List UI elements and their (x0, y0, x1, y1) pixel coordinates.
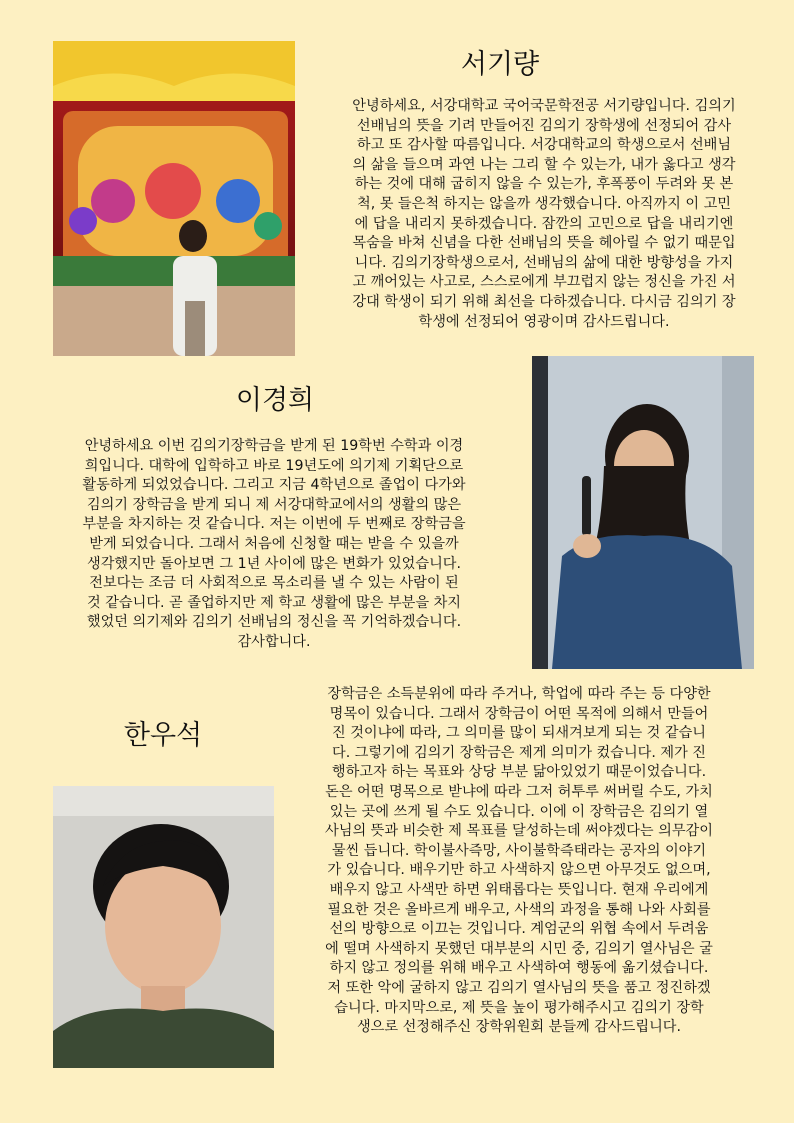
text-line: 했었던 의기제와 김의기 선배님의 정신을 꼭 기억하겠습니다. (86, 614, 462, 631)
text-line: 감사합니다. (237, 633, 311, 650)
text-line: 부분을 차지하는 것 같습니다. 저는 이번에 두 번째로 장학금을 (82, 516, 466, 533)
text-line: 있는 곳에 쓰게 될 수도 있습니다. 이에 이 장학금은 김의기 열 (329, 803, 709, 820)
text-line: 습니다. 마지막으로, 제 뜻을 높이 평가해주시고 김의기 장학 (334, 999, 704, 1016)
text-line: 학생에 선정되어 영광이며 감사드립니다. (418, 313, 670, 330)
text-line: 척, 못 들은척 하지는 않을까 생각했습니다. 아직까지 이 고민 (356, 195, 732, 212)
text-line: 김의기 장학금을 받게 되니 제 서강대학교에서의 생활의 많은 (86, 496, 462, 513)
text-line: 하는 것에 대해 굽히지 않을 수 있는가, 후폭풍이 두려와 못 본 (354, 176, 734, 193)
text-line: 받게 되었습니다. 그래서 처음에 신청할 때는 받을 수 있을까 (89, 535, 459, 552)
text-line: 전보다는 조금 더 사회적으로 목소리를 낼 수 있는 사람이 된 (89, 575, 459, 592)
name-seo-giryang: 서기량 (460, 49, 540, 80)
text-line: 선의 방향으로 이끄는 것입니다. 계엄군의 위협 속에서 두려움 (329, 921, 709, 938)
text-line: 강대 학생이 되기 위해 최선을 다하겠습니다. 다시금 김의기 장 (352, 293, 736, 310)
text-line: 니다. 김의기장학생으로서, 선배님의 삶에 대한 방향성을 가지 (354, 254, 734, 271)
photo-han-useok (53, 786, 274, 1068)
text-line: 필요한 것은 올바르게 배우고, 사색의 과정을 통해 나와 사회를 (327, 901, 711, 918)
text-line: 선배님의 뜻을 기려 만들어진 김의기 장학생에 선정되어 감사 (356, 117, 732, 134)
paragraph-han-useok (277, 685, 761, 1038)
text-line: 가 있습니다. 배우기만 하고 사색하지 않으면 아무것도 없으며, (327, 862, 711, 879)
text-line: 생각했지만 돌아보면 그 1년 사이에 많은 변화가 있었습니다. (86, 555, 462, 572)
text-line: 하고 또 감사할 따름입니다. 서강대학교의 학생으로서 선배님 (356, 137, 732, 154)
text-line: 생으로 선정해주신 장학위원회 분들께 감사드립니다. (356, 1019, 682, 1036)
text-line: 에 떨며 사색하지 못했던 대부분의 시민 중, 김의기 열사님은 굴 (325, 940, 713, 957)
photo-lee-gyeonghui (532, 356, 754, 669)
text-line: 명목이 있습니다. 그래서 장학금이 어떤 목적에 의해서 만들어 (329, 705, 709, 722)
text-line: 장학금은 소득분위에 따라 주거나, 학업에 따라 주는 등 다양한 (327, 686, 711, 702)
paragraph-seo-giryang (305, 97, 783, 332)
name-lee-gyeonghui: 이경희 (235, 385, 315, 416)
text-line: 안녕하세요, 서강대학교 국어국문학전공 서기량입니다. 김의기 (352, 98, 736, 114)
text-line: 하지 않고 정의를 위해 배우고 사색하여 행동에 옮기셨습니다. (329, 960, 709, 977)
paragraph-lee-gyeonghui (30, 437, 518, 653)
name-han-useok: 한우석 (123, 720, 203, 751)
text-line: 고 깨어있는 사고로, 스스로에게 부끄럽지 않는 정신을 가진 서 (352, 274, 736, 291)
text-line: 의 삶을 들으며 과연 나는 그리 할 수 있는가, 내가 옳다고 생각 (352, 156, 736, 173)
text-line: 배우지 않고 사색만 하면 위태롭다는 뜻입니다. 현재 우리에게 (329, 881, 709, 898)
text-line: 활동하게 되었었습니다. 그리고 지금 4학년으로 졸업이 다가와 (82, 477, 466, 494)
text-line: 다. 그렇기에 김의기 장학금은 제게 의미가 컸습니다. 제가 진 (331, 744, 707, 761)
text-line: 물씬 듭니다. 학이불사즉망, 사이불학즉태라는 공자의 이야기 (331, 842, 707, 859)
photo-seo-giryang (53, 41, 295, 356)
text-line: 에 답을 내리지 못하겠습니다. 잠깐의 고민으로 답을 내리기엔 (354, 215, 734, 232)
text-line: 안녕하세요 이번 김의기장학금을 받게 된 19학번 수학과 이경 (84, 438, 464, 454)
text-line: 진 것이냐에 따라, 그 의미를 많이 되새겨보게 되는 것 같습니 (331, 725, 707, 742)
text-line: 사님의 뜻과 비슷한 제 목표를 달성하는데 써야겠다는 의무감이 (325, 823, 713, 840)
text-line: 희입니다. 대학에 입학하고 바로 19년도에 의기제 기획단으로 (84, 457, 464, 474)
text-line: 저 또한 악에 굴하지 않고 김의기 열사님의 뜻을 품고 정진하겠 (327, 979, 711, 996)
text-line: 목숨을 바쳐 신념을 다한 선배님의 뜻을 헤아릴 수 없기 때문입 (352, 235, 736, 252)
text-line: 것 같습니다. 곧 졸업하지만 제 학교 생활에 많은 부분을 차지 (86, 594, 462, 611)
text-line: 돈은 어떤 명목으로 받냐에 따라 그저 허투루 써버릴 수도, 가치 (325, 783, 713, 800)
text-line: 행하고자 하는 목표와 상당 부분 닮아있었기 때문이었습니다. (331, 764, 707, 781)
